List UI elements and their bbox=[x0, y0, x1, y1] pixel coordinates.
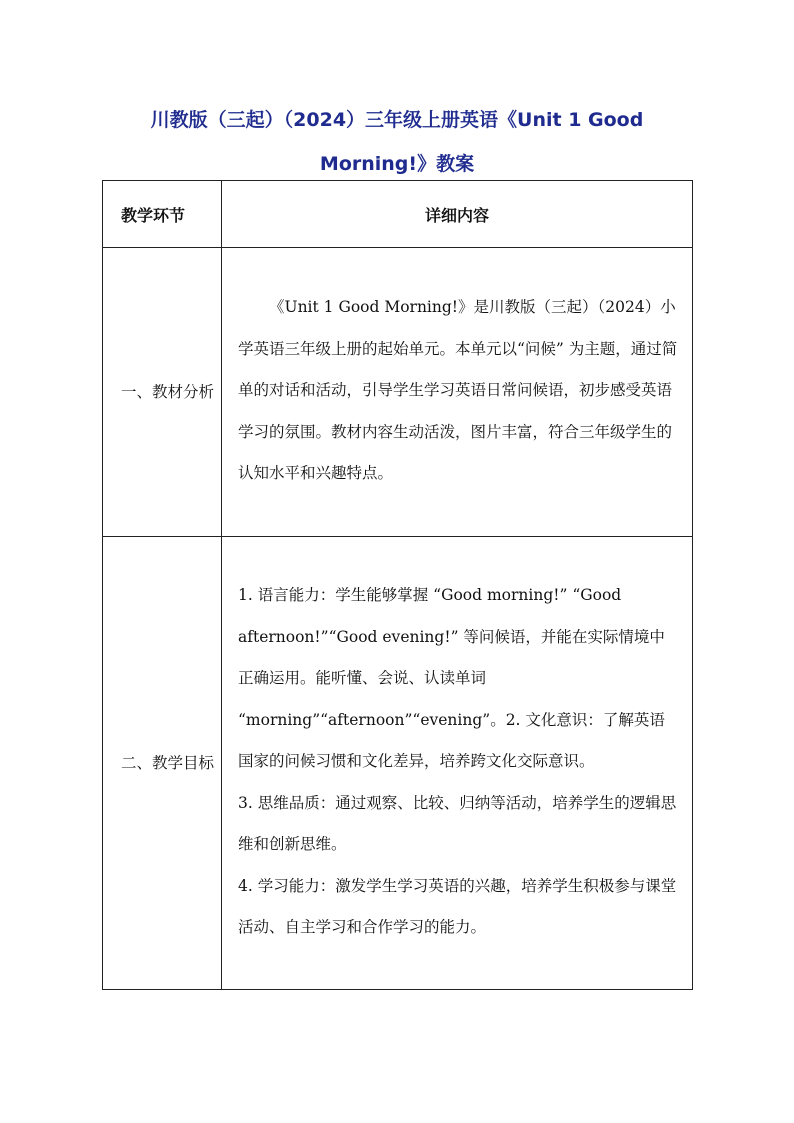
section-label-teaching-goals: 二、教学目标 bbox=[103, 537, 222, 990]
column-header-stage: 教学环节 bbox=[103, 181, 222, 248]
lesson-plan-table bbox=[102, 180, 693, 990]
content-paragraph: 3. 思维品质：通过观察、比较、归纳等活动，培养学生的逻辑思维和创新思维。 bbox=[238, 793, 677, 854]
section-content-textbook-analysis bbox=[222, 248, 693, 537]
table-header-row bbox=[103, 181, 693, 248]
table-row bbox=[103, 537, 693, 990]
table-row bbox=[103, 248, 693, 537]
section-content-teaching-goals bbox=[222, 537, 693, 990]
content-paragraph: 1. 语言能力：学生能够掌握 “Good morning!” “Good afternoon!”“Good evening!” 等问候语，并能在实际情境中正确运用。能听懂、会说、认读单词 “morning”“afternoon”“evening”。2. 文化意识：了解英语国家的问候习惯和文化差异，培养跨文化交际意识。 bbox=[238, 586, 665, 771]
document-title: 川教版（三起）（2024）三年级上册英语《Unit 1 Good Morning!》教案 bbox=[150, 109, 644, 175]
column-header-content: 详细内容 bbox=[222, 181, 693, 248]
content-paragraph: 4. 学习能力：激发学生学习英语的兴趣，培养学生积极参与课堂活动、自主学习和合作学习的能力。 bbox=[238, 876, 677, 937]
section-label-textbook-analysis: 一、教材分析 bbox=[103, 248, 222, 537]
content-paragraph: 《Unit 1 Good Morning!》是川教版（三起）（2024）小学英语三年级上册的起始单元。本单元以“问候” 为主题，通过简单的对话和活动，引导学生学习英语日常问候语，初步感受英语学习的氛围。教材内容生动活泼，图片丰富，符合三年级学生的认知水平和兴趣特点。 bbox=[238, 298, 678, 483]
